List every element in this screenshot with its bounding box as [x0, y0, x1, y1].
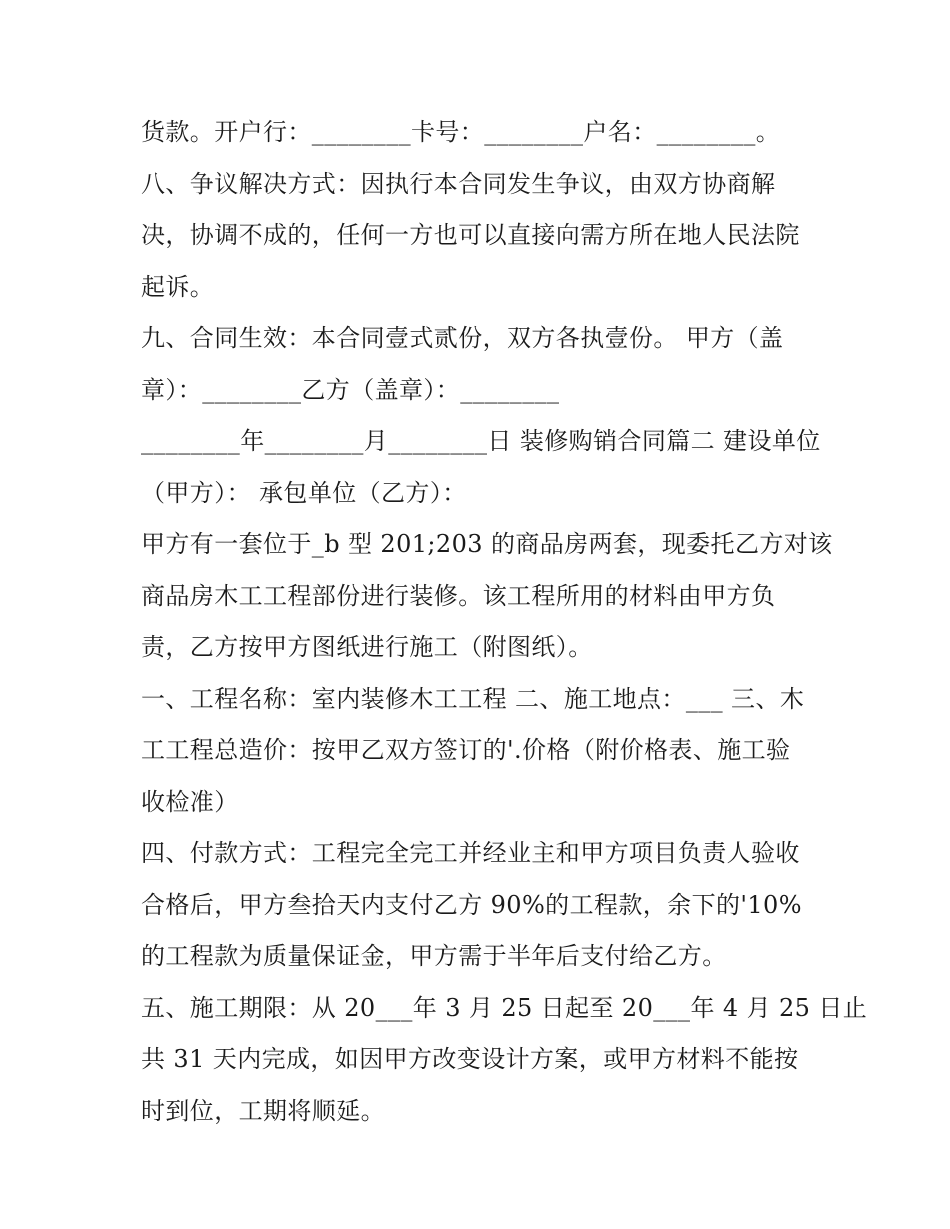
text-line: 章）：________乙方（盖章）：________ [141, 375, 560, 404]
text-line: 起诉。 [141, 272, 215, 301]
text-line: 的工程款为质量保证金，甲方需于半年后支付给乙方。 [141, 942, 727, 970]
text-line: 货款。开户行：________卡号：________户名：________。 [141, 118, 781, 146]
text-line: 甲方有一套位于_b 型 201;203 的商品房两套，现委托乙方对该 [141, 530, 833, 558]
text-line: 四、付款方式：工程完全完工并经业主和甲方项目负责人验收 [141, 839, 800, 867]
text-line: 时到位，工期将顺延。 [141, 1096, 385, 1125]
document-body [141, 107, 868, 1137]
text-line: 一、工程名称：室内装修木工工程 二、施工地点：___ 三、木 [141, 684, 805, 713]
text-line: 合格后，甲方叁拾天内支付乙方 90%的工程款，余下的'10% [141, 890, 802, 919]
text-line: 决，协调不成的，任何一方也可以直接向需方所在地人民法院 [141, 221, 800, 249]
text-line: ________年________月________日 装修购销合同篇二 建设单位 [141, 427, 821, 455]
text-line: 八、争议解决方式：因执行本合同发生争议，由双方协商解 [141, 169, 776, 198]
text-line: 九、合同生效：本合同壹式贰份，双方各执壹份。 甲方（盖 [141, 324, 784, 352]
text-line: 收检准） [141, 787, 239, 816]
text-line: 责，乙方按甲方图纸进行施工（附图纸）。 [141, 633, 593, 661]
text-line: （甲方）： 承包单位（乙方）： [141, 478, 467, 507]
text-line: 共 31 天内完成，如因甲方改变设计方案，或甲方材料不能按 [141, 1045, 799, 1073]
text-line: 工工程总造价：按甲乙双方签订的'.价格（附价格表、施工验 [141, 736, 791, 764]
text-line: 商品房木工工程部份进行装修。该工程所用的材料由甲方负 [141, 581, 776, 610]
text-line: 五、施工期限：从 20___年 3 月 25 日起至 20___年 4 月 25 日止 [141, 993, 868, 1022]
